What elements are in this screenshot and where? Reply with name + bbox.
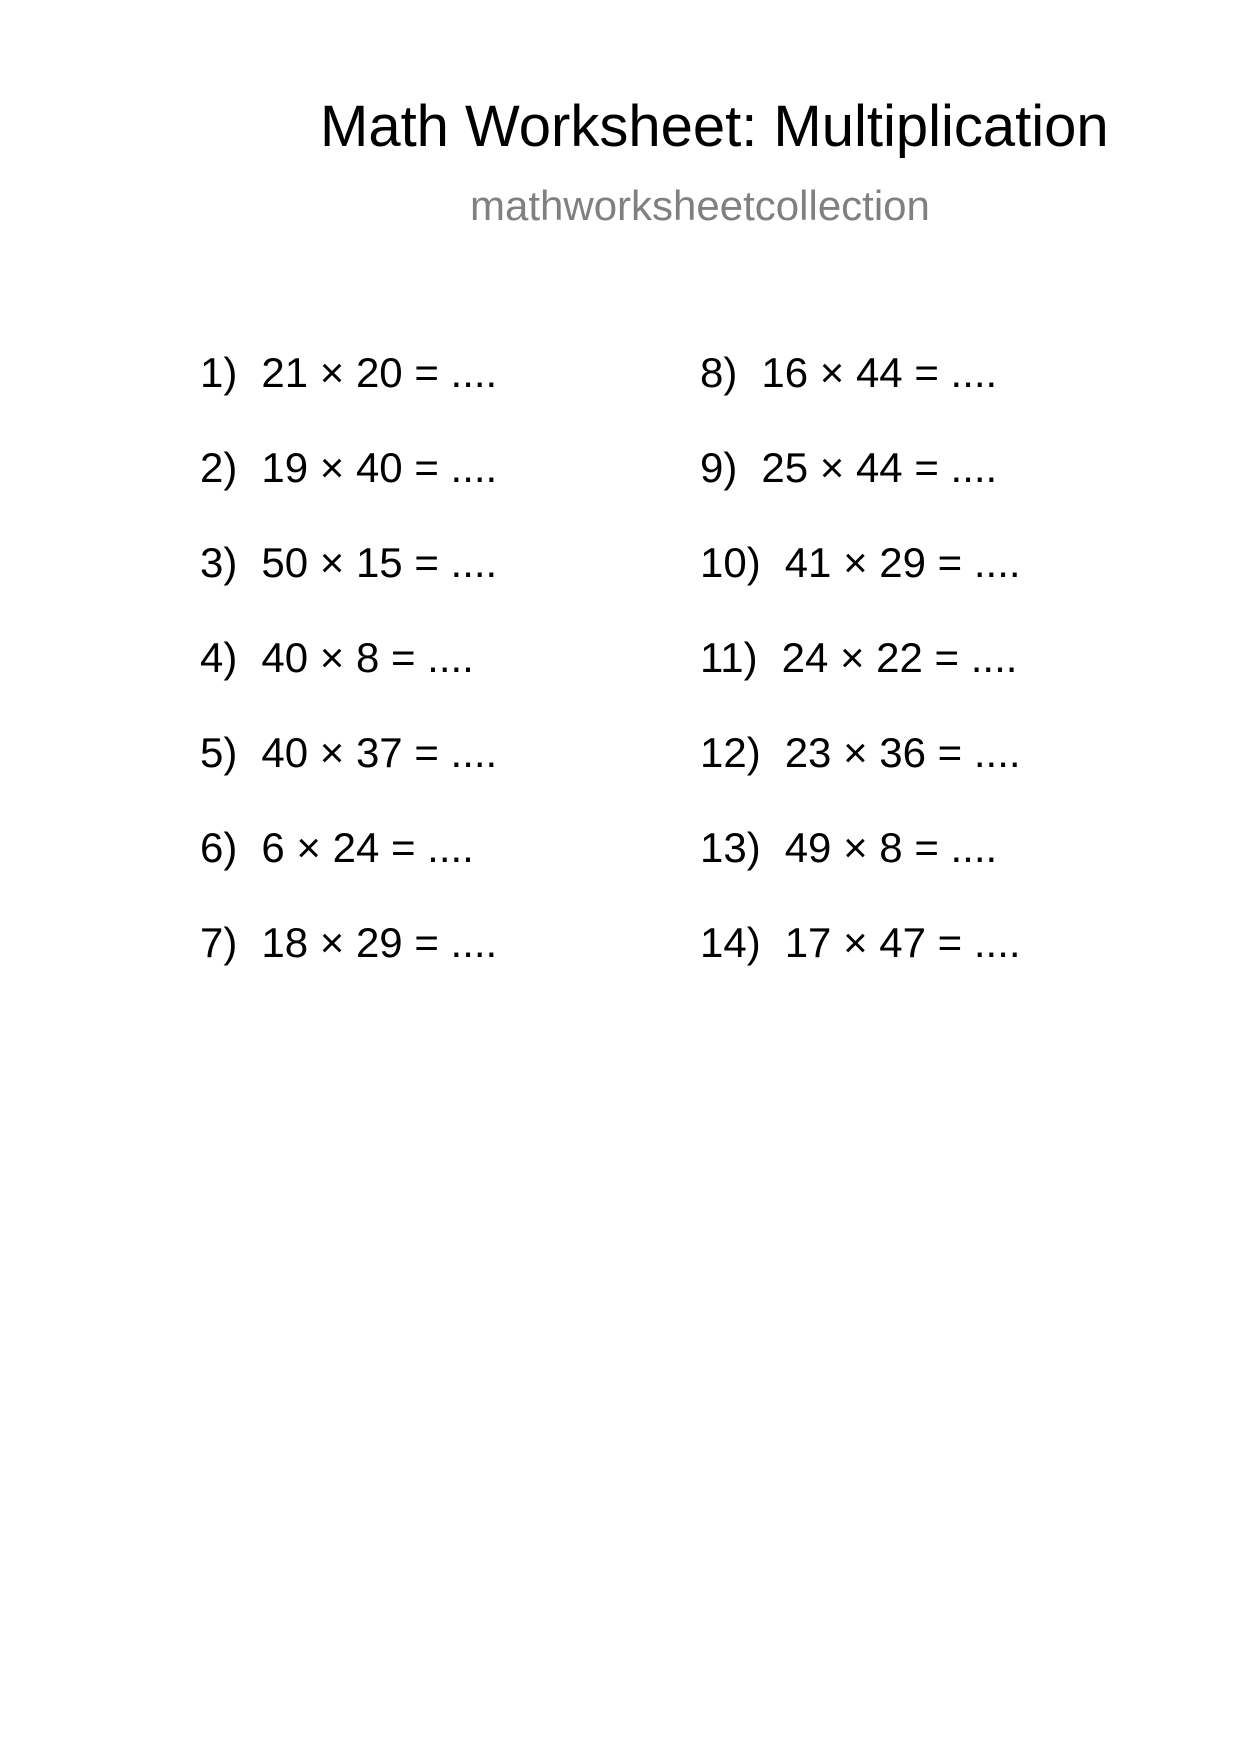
problem-item — [200, 349, 498, 447]
problem-expression: 40 × 8 = .... — [261, 634, 474, 681]
problem-column-left — [200, 349, 498, 1017]
problem-item — [200, 444, 498, 542]
problem-expression: 40 × 37 = .... — [261, 729, 498, 776]
problem-expression: 50 × 15 = .... — [261, 539, 498, 586]
problem-number: 5) — [200, 729, 238, 776]
problem-number: 7) — [200, 919, 238, 966]
problem-number: 11) — [700, 634, 758, 681]
problem-number: 4) — [200, 634, 238, 681]
problem-expression: 25 × 44 = .... — [761, 444, 998, 491]
problem-item — [700, 349, 1021, 447]
problem-item — [700, 919, 1021, 1017]
problem-item — [200, 634, 497, 732]
problem-expression: 6 × 24 = .... — [261, 824, 474, 871]
problem-expression: 41 × 29 = .... — [784, 539, 1021, 586]
problem-item — [200, 539, 498, 637]
problem-item — [200, 824, 497, 922]
problem-item — [700, 729, 1021, 827]
worksheet-title: Math Worksheet: Multiplication — [320, 94, 1109, 159]
problem-number: 6) — [200, 824, 238, 871]
problem-number: 9) — [700, 444, 738, 491]
problem-number: 1) — [200, 349, 238, 396]
problem-number: 14) — [700, 919, 761, 966]
problem-column-right — [700, 349, 1021, 1017]
problem-number: 3) — [200, 539, 238, 586]
problem-expression: 23 × 36 = .... — [784, 729, 1021, 776]
problem-item — [700, 634, 1021, 732]
problem-expression: 16 × 44 = .... — [761, 349, 998, 396]
problem-number: 13) — [700, 824, 761, 871]
problem-item — [200, 729, 498, 827]
problem-expression: 18 × 29 = .... — [261, 919, 498, 966]
problem-number: 10) — [700, 539, 761, 586]
problem-expression: 17 × 47 = .... — [784, 919, 1021, 966]
worksheet-source: mathworksheetcollection — [470, 182, 930, 229]
problem-expression: 49 × 8 = .... — [784, 824, 998, 871]
problem-item — [200, 919, 498, 1017]
problem-expression: 24 × 22 = .... — [781, 634, 1018, 681]
problem-number: 12) — [700, 729, 761, 776]
problem-item — [700, 539, 1021, 637]
problem-number: 2) — [200, 444, 238, 491]
problem-expression: 19 × 40 = .... — [261, 444, 498, 491]
problem-item — [700, 824, 1021, 922]
problem-expression: 21 × 20 = .... — [261, 349, 498, 396]
problem-number: 8) — [700, 349, 738, 396]
problem-item — [700, 444, 1021, 542]
